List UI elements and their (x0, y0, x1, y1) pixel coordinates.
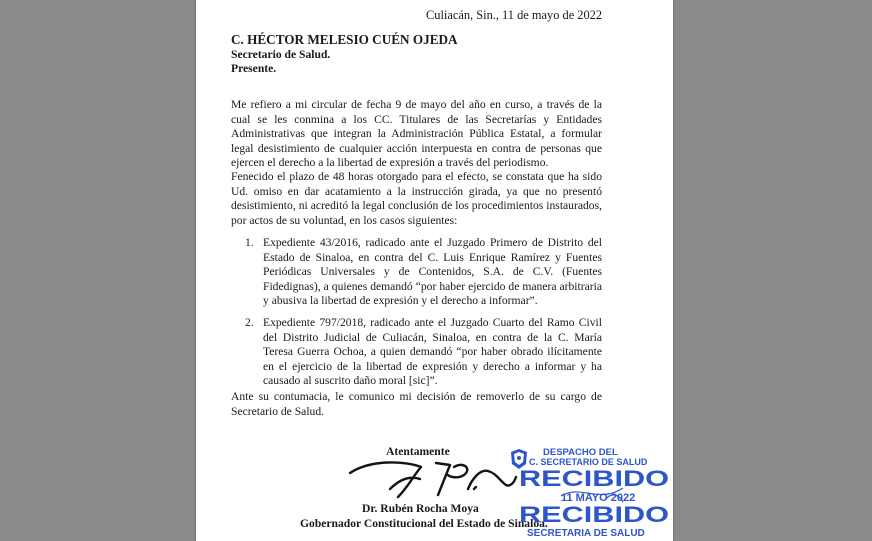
stamp-received-bottom: RECIBIDO (519, 502, 669, 527)
stamp-received-top: RECIBIDO (519, 466, 669, 491)
list-item-number: 1. (245, 236, 254, 249)
signer-name: Dr. Rubén Rocha Moya (362, 502, 479, 515)
list-item-number: 2. (245, 316, 254, 329)
list-item (245, 236, 602, 309)
stamp-line-2: C. SECRETARIO DE SALUD (529, 457, 648, 467)
list-item-text: Expediente 43/2016, radicado ante el Juzgado Primero de Distrito del Estado de Sinaloa, en contra del C. Luis Enrique Ramírez y Fuentes Periódicas Universales y de Contenidos, S.A. de C.V. (Fuentes Fidedignas), a quienes demandó “por haber ejercido de manera arbitraria y abusiva la libertad de expresión y el derecho a informar”. (263, 236, 602, 308)
paragraph-1: Me refiero a mi circular de fecha 9 de mayo del año en curso, a través de la cual se les conmina a los CC. Titulares de las Secretarías y Entidades Administrativas que integran la Administración Pública Estatal, a formular legal desistimiento de cualquier acción interpuesta en contra de personas que ejercen el derecho a la libertad de expresión a través del periodismo. (231, 98, 602, 170)
recipient-title: Secretario de Salud. (231, 47, 331, 61)
received-stamp (503, 444, 673, 541)
paragraph-2: Fenecido el plazo de 48 horas otorgado para el efecto, se constata que ha sido Ud. omiso en dar acatamiento a la instrucción girada, ya que no presentó desistimiento, ni acreditó la legal conclusión de los procedimientos instaurados, por actos de su voluntad, en los casos siguientes: (231, 170, 602, 227)
recipient-block (231, 33, 631, 77)
paragraph-3: Ante su contumacia, le comunico mi decisión de removerlo de su cargo de Secretario de Salud. (231, 390, 602, 418)
list-item-text: Expediente 797/2018, radicado ante el Juzgado Cuarto del Ramo Civil del Distrito Judicial de Culiacán, Sinaloa, en contra de la C. María Teresa Guerra Ochoa, a quien demandó “por haber obrado ilícitamente en el ejercicio de la libertad de expresión y derecho a informar y ha causado al suscrito daño moral [sic]”. (263, 316, 602, 388)
salutation: Presente. (231, 62, 277, 76)
stamp-line-bottom: SECRETARIA DE SALUD (527, 528, 645, 539)
closing: Atentamente (386, 445, 450, 458)
handwritten-signature (346, 453, 518, 501)
letter-page (196, 0, 673, 541)
signer-title: Gobernador Constitucional del Estado de Sinaloa. (300, 517, 548, 530)
stamp-line-1: DESPACHO DEL (543, 447, 618, 458)
place-date: Culiacán, Sin., 11 de mayo de 2022 (426, 8, 603, 22)
list-item (245, 316, 602, 389)
stamp-date: 11 MAYO 2022 (561, 492, 636, 504)
recipient-name: C. HÉCTOR MELESIO CUÉN OJEDA (231, 32, 458, 47)
